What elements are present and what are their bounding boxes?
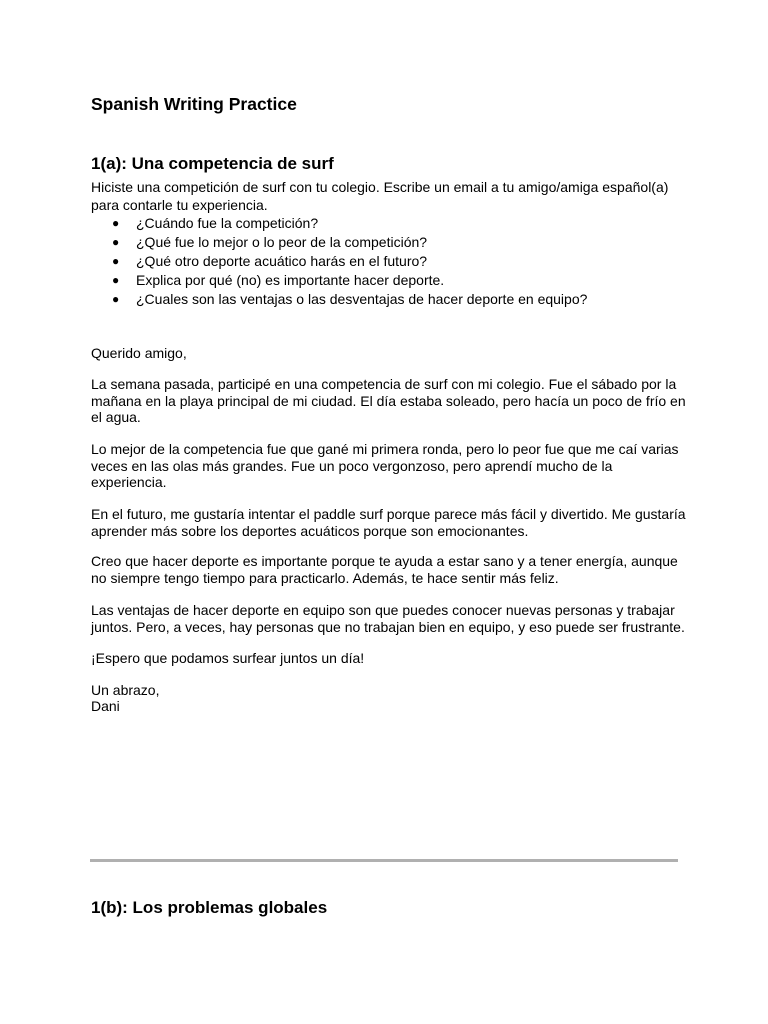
bullet-icon: ● xyxy=(112,292,120,306)
task-bullet-item xyxy=(91,214,691,233)
task-bullet-item xyxy=(91,271,691,290)
task-bullet-text: Explica por qué (no) es importante hacer deporte. xyxy=(136,272,445,288)
letter-closing-wish: ¡Espero que podamos surfear juntos un día! xyxy=(91,650,365,666)
task-bullet-text: ¿Qué fue lo mejor o lo peor de la competición? xyxy=(136,234,428,250)
task-bullet-item xyxy=(91,252,691,271)
letter-signature: Dani xyxy=(91,698,120,714)
bullet-icon: ● xyxy=(112,235,120,249)
task-bullet-list xyxy=(91,214,691,309)
task-bullet-item xyxy=(91,290,691,309)
letter-paragraph: La semana pasada, participé en una competencia de surf con mi colegio. Fue el sábado por la mañana en la playa principal de mi ciudad. El día estaba soleado, pero hacía un poco de frío en el agua. xyxy=(91,376,686,425)
letter-paragraph: Las ventajas de hacer deporte en equipo son que puedes conocer nuevas personas y trabajar juntos. Pero, a veces, hay personas que no trabajan bien en equipo, y eso puede ser frustrante. xyxy=(91,602,685,635)
letter-sign-off: Un abrazo, xyxy=(91,682,160,698)
letter-paragraph: En el futuro, me gustaría intentar el paddle surf porque parece más fácil y divertido. Me gustaría aprender más sobre los deportes acuáticos porque son emocionantes. xyxy=(91,506,686,539)
task-bullet-text: ¿Cuándo fue la competición? xyxy=(136,215,319,231)
task-bullet-text: ¿Qué otro deporte acuático harás en el futuro? xyxy=(136,253,428,269)
document-title: Spanish Writing Practice xyxy=(91,94,297,114)
section-divider xyxy=(90,859,678,862)
task-bullet-text: ¿Cuales son las ventajas o las desventajas de hacer deporte en equipo? xyxy=(136,291,588,307)
letter-paragraph: Lo mejor de la competencia fue que gané mi primera ronda, pero lo peor fue que me caí varias veces en las olas más grandes. Fue un poco vergonzoso, pero aprendí mucho de la experiencia. xyxy=(91,441,679,490)
letter-greeting: Querido amigo, xyxy=(91,345,187,361)
letter-paragraph: Creo que hacer deporte es importante porque te ayuda a estar sano y a tener energía, aunque no siempre tengo tiempo para practicarlo. Además, te hace sentir más feliz. xyxy=(91,553,678,586)
section-1a-heading: 1(a): Una competencia de surf xyxy=(91,154,334,173)
task-prompt: Hiciste una competición de surf con tu colegio. Escribe un email a tu amigo/amiga español(a) para contarle tu experiencia. xyxy=(91,179,669,213)
bullet-icon: ● xyxy=(112,273,120,287)
bullet-icon: ● xyxy=(112,254,120,268)
section-1b-heading: 1(b): Los problemas globales xyxy=(91,898,328,917)
task-bullet-item xyxy=(91,233,691,252)
bullet-icon: ● xyxy=(112,216,120,230)
